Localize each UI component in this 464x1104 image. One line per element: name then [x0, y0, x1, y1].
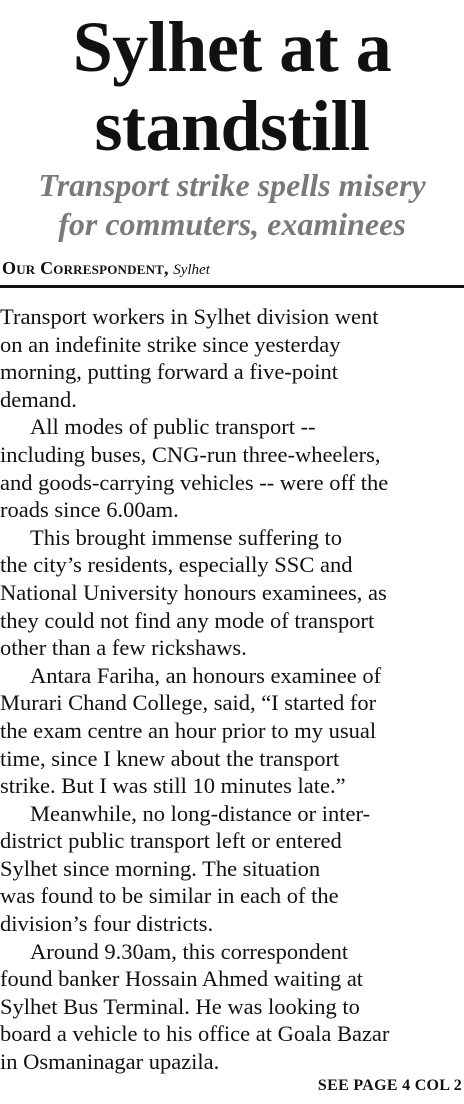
headline-line-2: standstill [94, 86, 370, 166]
continuation-line: SEE PAGE 4 COL 2 [317, 1077, 462, 1094]
body-line: and goods-carrying vehicles -- were off the [0, 469, 389, 495]
body-line: was found to be similar in each of the [0, 883, 339, 909]
body-line: This brought immense suffering to [30, 524, 343, 550]
body-line: on an indefinite strike since yesterday [0, 331, 341, 357]
body-line: board a vehicle to his office at Goala Bazar [0, 1021, 390, 1047]
body-line: time, since I knew about the transport [0, 745, 340, 771]
section-divider [0, 285, 464, 288]
body-line: including buses, CNG-run three-wheelers, [0, 441, 381, 467]
body-line: the city’s residents, especially SSC and [0, 552, 353, 578]
body-line: found banker Hossain Ahmed waiting at [0, 966, 364, 992]
body-line: Transport workers in Sylhet division went [0, 304, 379, 329]
article-body [0, 303, 464, 1076]
subheadline-line-1: Transport strike spells misery [38, 167, 426, 203]
body-line: National University honours examinees, as [0, 579, 387, 605]
body-line: Murari Chand College, said, “I started for [0, 690, 377, 716]
body-line: the exam centre an hour prior to my usual [0, 717, 377, 743]
body-line: Antara Fariha, an honours examinee of [30, 662, 382, 688]
subheadline [0, 166, 464, 244]
headline-line-1: Sylhet at a [72, 7, 392, 87]
body-line: in Osmaninagar upazila. [0, 1049, 220, 1075]
body-line: Sylhet Bus Terminal. He was looking to [0, 993, 360, 1019]
body-line: they could not find any mode of transport [0, 607, 375, 633]
subheadline-line-2: for commuters, examinees [58, 206, 406, 242]
headline [0, 8, 464, 166]
body-line: Sylhet since morning. The situation [0, 855, 321, 881]
body-line: roads since 6.00am. [0, 497, 179, 523]
byline-author: Our Correspondent, [2, 258, 169, 278]
body-line: Meanwhile, no long-distance or inter- [30, 800, 371, 826]
body-line: district public transport left or entered [0, 828, 342, 854]
body-line: morning, putting forward a five-point [0, 359, 339, 385]
byline [2, 256, 210, 282]
byline-place: Sylhet [173, 262, 210, 278]
body-line: other than a few rickshaws. [0, 635, 247, 661]
body-line: division’s four districts. [0, 911, 214, 937]
body-line: All modes of public transport -- [30, 414, 316, 440]
body-line: demand. [0, 386, 77, 412]
body-line: Around 9.30am, this correspondent [30, 938, 349, 964]
body-line: strike. But I was still 10 minutes late.” [0, 773, 346, 799]
